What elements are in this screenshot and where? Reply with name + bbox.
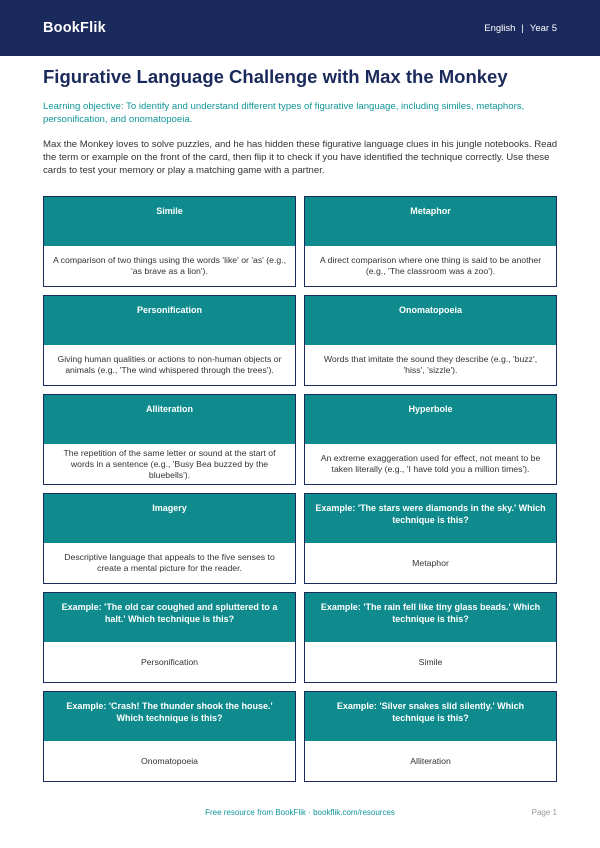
flashcard[interactable] [43,295,296,386]
card-front: Alliteration [44,395,295,444]
intro-text: Max the Monkey loves to solve puzzles, and he has hidden these figurative language clues in his jungle notebooks. Read the term or example on the front of the card, then flip it to check if you have identified the technique correctly. Use these cards to test your memory or play a matching game with a partner. [43,139,558,176]
flashcard-grid [43,196,557,782]
flashcard[interactable] [304,295,557,386]
year-label: Year 5 [529,22,557,34]
card-back: Simile [305,642,556,682]
learning-objective: Learning objective: To identify and understand different types of figurative language, including similes, metaphors, personification, and onomatopoeia. [43,101,525,125]
card-front: Imagery [44,494,295,543]
subject-year [484,23,557,34]
card-back: Metaphor [305,543,556,583]
card-back: Personification [44,642,295,682]
card-front: Onomatopoeia [305,296,556,345]
card-front: Example: 'Silver snakes slid silently.' Which technique is this? [305,692,556,741]
page-title: Figurative Language Challenge with Max the Monkey [43,66,508,87]
card-front: Example: 'The stars were diamonds in the sky.' Which technique is this? [305,494,556,543]
card-front: Example: 'The old car coughed and spluttered to a halt.' Which technique is this? [44,593,295,642]
subject-label: English [484,22,516,34]
card-front: Example: 'Crash! The thunder shook the house.' Which technique is this? [44,692,295,741]
card-front: Hyperbole [305,395,556,444]
flashcard[interactable] [43,196,296,287]
top-bar [0,0,600,56]
flashcard[interactable] [43,691,296,782]
flashcard[interactable] [304,196,557,287]
flashcard[interactable] [43,394,296,485]
flashcard[interactable] [43,493,296,584]
flashcard[interactable] [304,592,557,683]
card-back: A direct comparison where one thing is said to be another (e.g., 'The classroom was a zoo'). [305,246,556,286]
card-front: Metaphor [305,197,556,246]
card-back: An extreme exaggeration used for effect, not meant to be taken literally (e.g., 'I have told you a million times'). [305,444,556,484]
flashcard[interactable] [304,691,557,782]
card-back: Words that imitate the sound they describe (e.g., 'buzz', 'hiss', 'sizzle'). [305,345,556,385]
card-front: Simile [44,197,295,246]
card-back: Onomatopoeia [44,741,295,781]
card-back: Alliteration [305,741,556,781]
meta-separator: | [521,22,524,34]
page-number: Page 1 [531,808,557,817]
flashcard[interactable] [304,394,557,485]
card-front: Personification [44,296,295,345]
flashcard[interactable] [43,592,296,683]
brand-logo: BookFlik [43,20,106,36]
flashcard[interactable] [304,493,557,584]
card-back: A comparison of two things using the words 'like' or 'as' (e.g., 'as brave as a lion'). [44,246,295,286]
footer-link[interactable]: Free resource from BookFlik · bookflik.com/resources [205,808,395,817]
card-front: Example: 'The rain fell like tiny glass beads.' Which technique is this? [305,593,556,642]
card-back: Descriptive language that appeals to the five senses to create a mental picture for the reader. [44,543,295,583]
card-back: The repetition of the same letter or sound at the start of words in a sentence (e.g., 'Busy Bea buzzed by the bluebells'). [44,444,295,484]
card-back: Giving human qualities or actions to non-human objects or animals (e.g., 'The wind whispered through the trees'). [44,345,295,385]
